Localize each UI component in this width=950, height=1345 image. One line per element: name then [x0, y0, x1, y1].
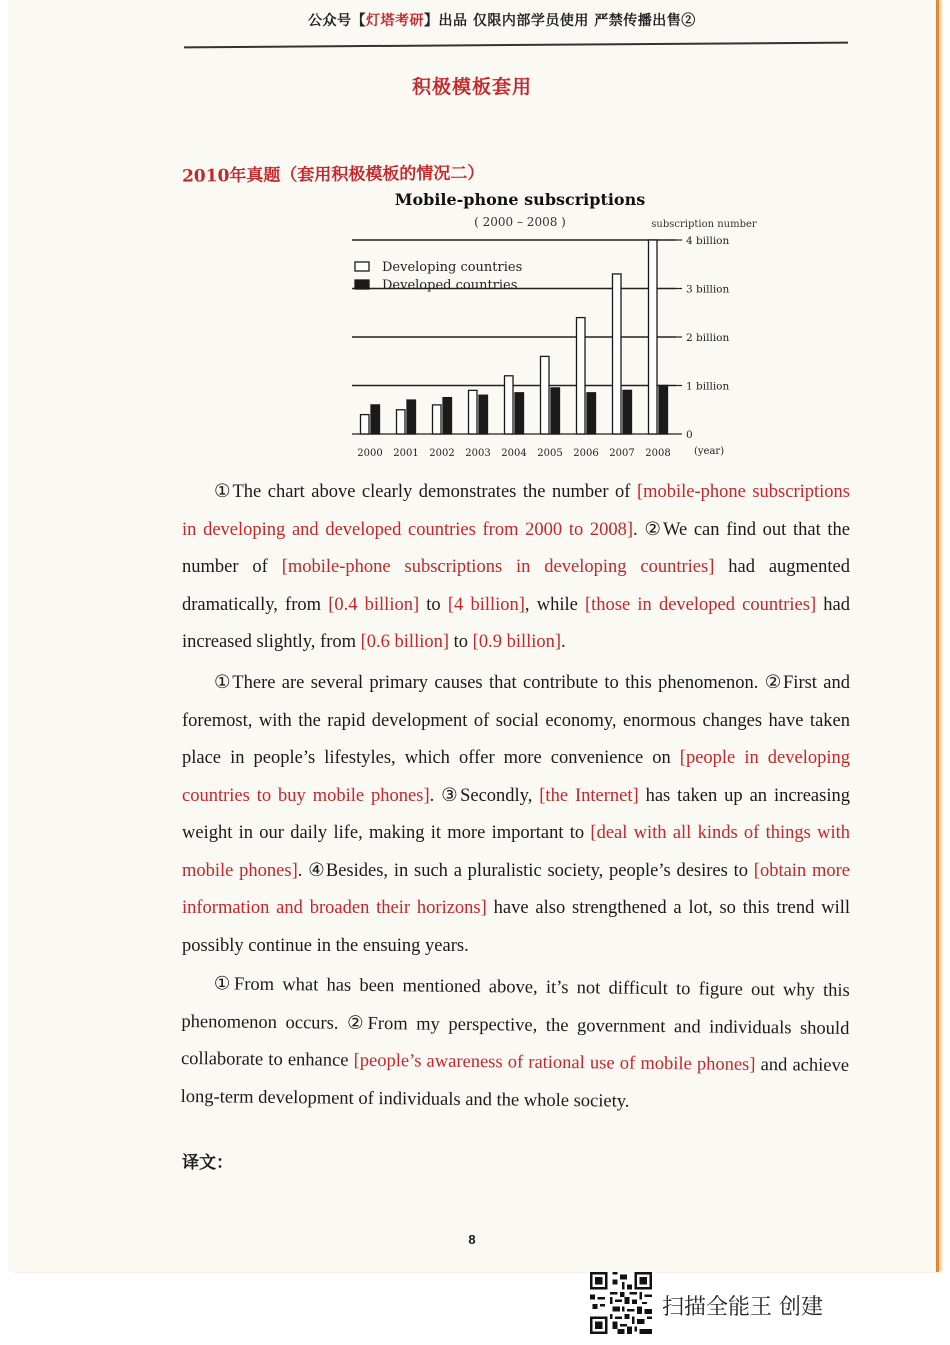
bar-developing — [577, 318, 586, 434]
y-tick-label: 0 — [686, 429, 693, 441]
scanned-page — [8, 0, 936, 1272]
legend-swatch — [355, 280, 369, 289]
x-tick-label: 2006 — [573, 448, 599, 459]
text-run: had augmented dramatically, from — [182, 557, 850, 615]
text-run: and achieve long-term development of individuals and the whole society. — [180, 1055, 850, 1112]
header-prefix: 公众号【 — [308, 13, 366, 29]
highlight-phrase: [4 billion] — [447, 594, 525, 615]
bar-developed — [371, 405, 380, 434]
bar-developed — [407, 400, 416, 434]
text-run: to — [449, 632, 473, 652]
highlight-phrase: [those in developed countries] — [585, 594, 817, 615]
highlight-phrase: [mobile-phone subscriptions in developing and developed countries from 2000 to 2008] — [182, 482, 851, 540]
bar-developing — [397, 410, 406, 434]
legend-label: Developing countries — [382, 260, 523, 275]
highlight-phrase: [deal with all kinds of things with mobile phones] — [182, 823, 850, 881]
x-axis-label: (year) — [694, 446, 725, 457]
highlight-phrase: [0.9 billion] — [472, 632, 562, 652]
bar-developing — [469, 390, 478, 434]
x-tick-label: 2005 — [537, 448, 563, 459]
text-run: , while — [524, 594, 585, 615]
paragraph-1-text — [182, 474, 850, 662]
x-tick-label: 2004 — [501, 448, 527, 459]
text-run: ①There are several primary causes that contribute to this phenomenon. ②First and foremost, with the rapid development of social economy, enormous changes have taken place in people’s lifestyles, which offer more convenience on — [182, 673, 850, 768]
bar-developed — [623, 390, 632, 434]
paragraph-3-text — [180, 966, 850, 1123]
y-tick-label: 2 billion — [686, 332, 730, 344]
text-run: . — [561, 632, 566, 652]
y-axis-label: subscription number — [651, 219, 757, 230]
y-tick-label: 4 billion — [686, 235, 730, 247]
x-tick-label: 2007 — [609, 448, 635, 459]
text-run: ①From what has been mentioned above, it’s not difficult to figure out why this phenomenon occurs. ②From my perspective, the government and individuals should collaborate to enhance — [180, 974, 850, 1071]
translation-label: 译文： — [182, 1153, 233, 1173]
highlight-phrase: [people in developing countries to buy mobile phones] — [182, 748, 850, 806]
bar-developing — [433, 405, 442, 434]
y-tick-label: 1 billion — [686, 380, 730, 393]
bar-chart — [8, 0, 936, 470]
qr-code-icon — [590, 1272, 652, 1334]
text-run: ①The chart above clearly demonstrates the number of — [214, 482, 637, 502]
exam-title: 2010年真题（套用积极模板的情况二） — [181, 163, 485, 187]
scanner-watermark — [590, 1272, 870, 1338]
highlight-phrase: [the Internet] — [539, 785, 639, 806]
paragraph-2 — [182, 665, 850, 965]
page-number: 8 — [468, 1232, 476, 1247]
section-title: 积极模板套用 — [411, 76, 532, 98]
bar-developing — [613, 274, 622, 434]
text-run: has taken up an increasing weight in our daily life, making it more important to — [182, 785, 850, 843]
x-tick-label: 2008 — [645, 448, 671, 459]
bar-developed — [443, 398, 452, 434]
bar-developed — [587, 393, 596, 434]
bar-developed — [515, 393, 524, 434]
y-tick-label: 3 billion — [686, 283, 730, 296]
highlight-phrase: [people’s awareness of rational use of mobile phones] — [353, 1050, 756, 1076]
highlight-phrase: [mobile-phone subscriptions in developing countries] — [281, 557, 715, 577]
footer-label: 扫描全能王 创建 — [662, 1295, 823, 1320]
bar-developed — [551, 388, 560, 434]
text-run: have also strengthened a lot, so this trend will possibly continue in the ensuing years. — [182, 898, 850, 956]
legend-swatch — [355, 262, 369, 271]
bar-developing — [541, 356, 550, 434]
x-tick-label: 2003 — [465, 448, 491, 459]
x-tick-label: 2002 — [429, 448, 455, 459]
text-run: . ②We can find out that the number of — [182, 519, 850, 577]
bar-developed — [659, 386, 668, 435]
header-brand: 灯塔考研 — [366, 13, 424, 29]
bar-developing — [505, 376, 514, 434]
highlight-phrase: [0.4 billion] — [328, 594, 420, 615]
text-run: had increased slightly, from — [182, 594, 850, 652]
text-run: . ③Secondly, — [429, 785, 540, 806]
legend-label: Developed countries — [382, 278, 518, 293]
bar-developing — [361, 415, 370, 434]
x-tick-label: 2000 — [357, 448, 383, 459]
x-tick-label: 2001 — [393, 448, 419, 459]
bar-developed — [479, 395, 488, 434]
paragraph-3 — [180, 966, 850, 1123]
header-suffix: 】出品 仅限内部学员使用 严禁传播出售② — [424, 13, 696, 29]
highlight-phrase: [obtain more information and broaden their horizons] — [182, 860, 850, 918]
text-run: to — [419, 594, 448, 615]
text-run: . ④Besides, in such a pluralistic society, people’s desires to — [297, 860, 754, 881]
highlight-phrase: [0.6 billion] — [360, 632, 450, 652]
chart-title: Mobile-phone subscriptions — [394, 190, 646, 209]
chart-subtitle: ( 2000 – 2008 ) — [474, 215, 566, 229]
paragraph-1 — [182, 474, 850, 662]
paragraph-2-text — [182, 665, 850, 965]
bar-developing — [649, 240, 658, 434]
